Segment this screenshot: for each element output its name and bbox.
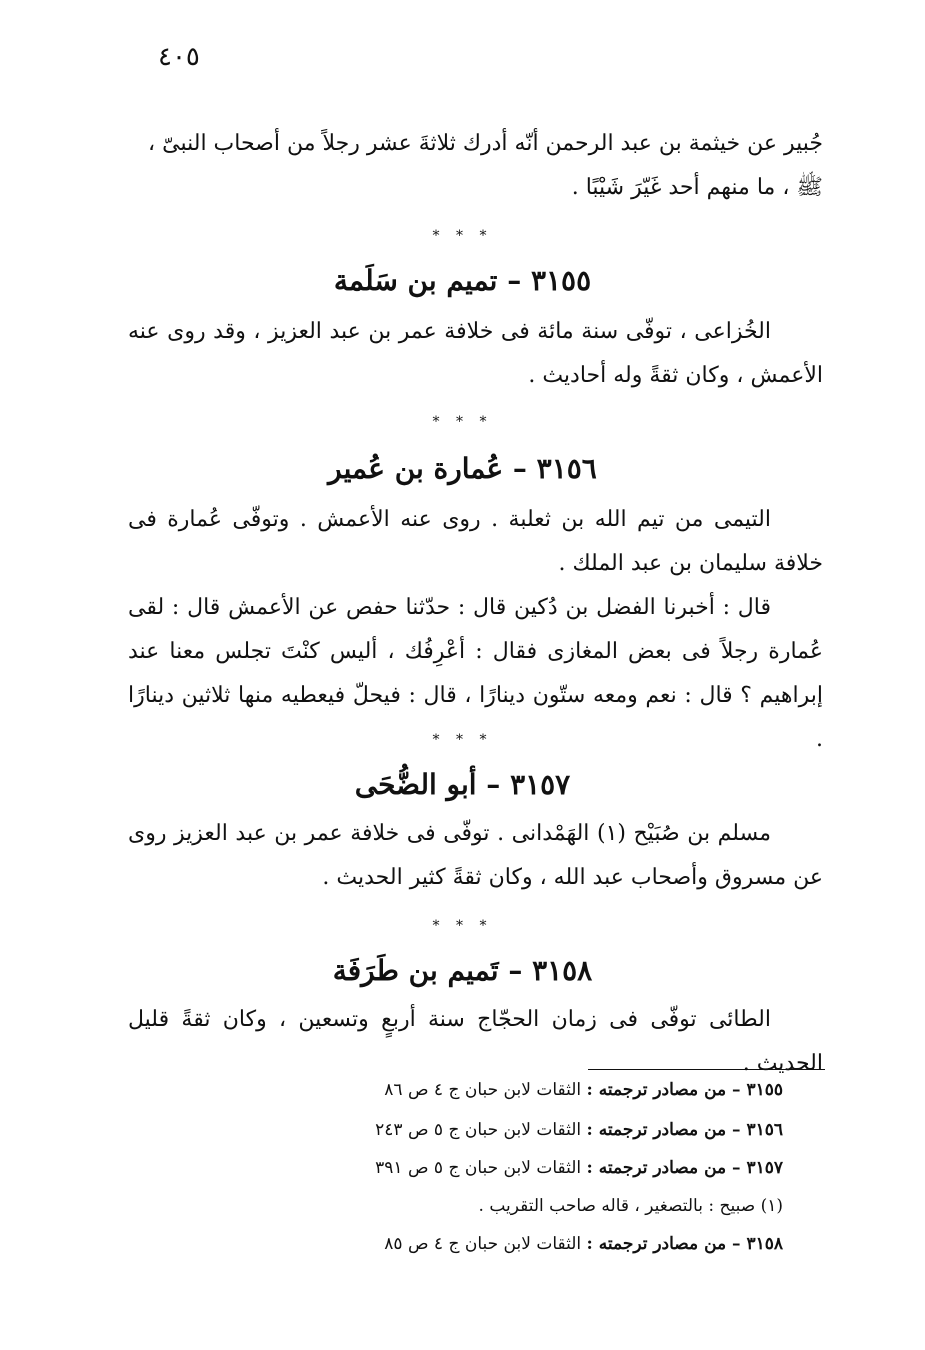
separator-1: * * * [432,228,493,244]
entry-paragraph: مسلم بن صُبَيْح (١) الهَمْدانى . توفّى فى خلافة عمر بن عبد العزيز روى عن مسروق وأصحاب عبد الله ، وكان ثقةً كثير الحديث . [128,821,823,890]
footnote-rule [588,1069,825,1070]
intro-line-2: ﷺ ، ما منهم أحد غَيّرَ شَيْبًا . [571,175,823,200]
entry-paragraph: قال : أخبرنا الفضل بن دُكين قال : حدّثنا حفص عن الأعمش قال : لقى عُمارة رجلاً فى بعض المغازى فقال : أعْرِفُك ، أليس كنْتَ تجلس معنا عند إبراهيم ؟ قال : نعم ومعه ستّون دينارًا ، قال : فيحلّ فيعطيه منها ثلاثين دينارًا . [128,595,823,752]
entry-body-3156 [128,498,823,762]
footnote-3155 [384,1080,783,1100]
entry-title-3155: ٣١٥٥ – تميم بن سَلَمة [333,264,592,297]
intro-paragraph [128,122,823,210]
footnote-text: الثقات لابن حبان ج ٥ ص ٣٩١ [375,1158,587,1178]
entry-title-3157: ٣١٥٧ – أبو الضُّحَى [354,768,571,801]
page-number: ٤٠٥ [158,42,200,72]
footnote-text: الثقات لابن حبان ج ٥ ص ٢٤٣ [375,1120,587,1140]
entry-title-3158: ٣١٥٨ – تَميم بن طَرَفَة [332,954,593,987]
separator-3: * * * [432,732,493,748]
entry-body-3158 [128,998,823,1086]
footnote-3157 [375,1158,783,1178]
entry-paragraph: الخُزاعى ، توفّى سنة مائة فى خلافة عمر بن عبد العزيز ، وقد روى عنه الأعمش ، وكان ثقةً وله أحاديث . [128,319,823,388]
footnote-label: ٣١٥٥ – من مصادر ترجمته : [586,1080,783,1100]
footnote-text: الثقات لابن حبان ج ٤ ص ٨٥ [384,1234,587,1254]
footnote-note-1 [479,1196,783,1216]
footnote-label: ٣١٥٧ – من مصادر ترجمته : [586,1158,783,1178]
footnote-3158 [384,1234,783,1254]
separator-4: * * * [432,918,493,934]
entry-title-3156: ٣١٥٦ – عُمارة بن عُمير [328,452,597,485]
entry-paragraph: التيمى من تيم الله بن ثعلبة . روى عنه الأعمش . وتوفّى عُمارة فى خلافة سليمان بن عبد الملك . [128,507,823,576]
entry-body-3155 [128,310,823,398]
entry-paragraph: الطائى توفّى فى زمان الحجّاج سنة أربعٍ وتسعين ، وكان ثقةً قليل الحديث . [128,1007,823,1076]
entry-body-3157 [128,812,823,900]
separator-2: * * * [432,414,493,430]
footnote-text: الثقات لابن حبان ج ٤ ص ٨٦ [384,1080,587,1100]
footnote-3156 [375,1120,783,1140]
footnote-label: ٣١٥٦ – من مصادر ترجمته : [586,1120,783,1140]
footnote-label: ٣١٥٨ – من مصادر ترجمته : [586,1234,783,1254]
footnote-text: (١) صبيح : بالتصغير ، قاله صاحب التقريب . [478,1196,783,1216]
intro-line-1: جُبير عن خيثمة بن عبد الرحمن أنّه أدرك ثلاثةَ عشر رجلاً من أصحاب النبىّ ، [148,131,823,156]
